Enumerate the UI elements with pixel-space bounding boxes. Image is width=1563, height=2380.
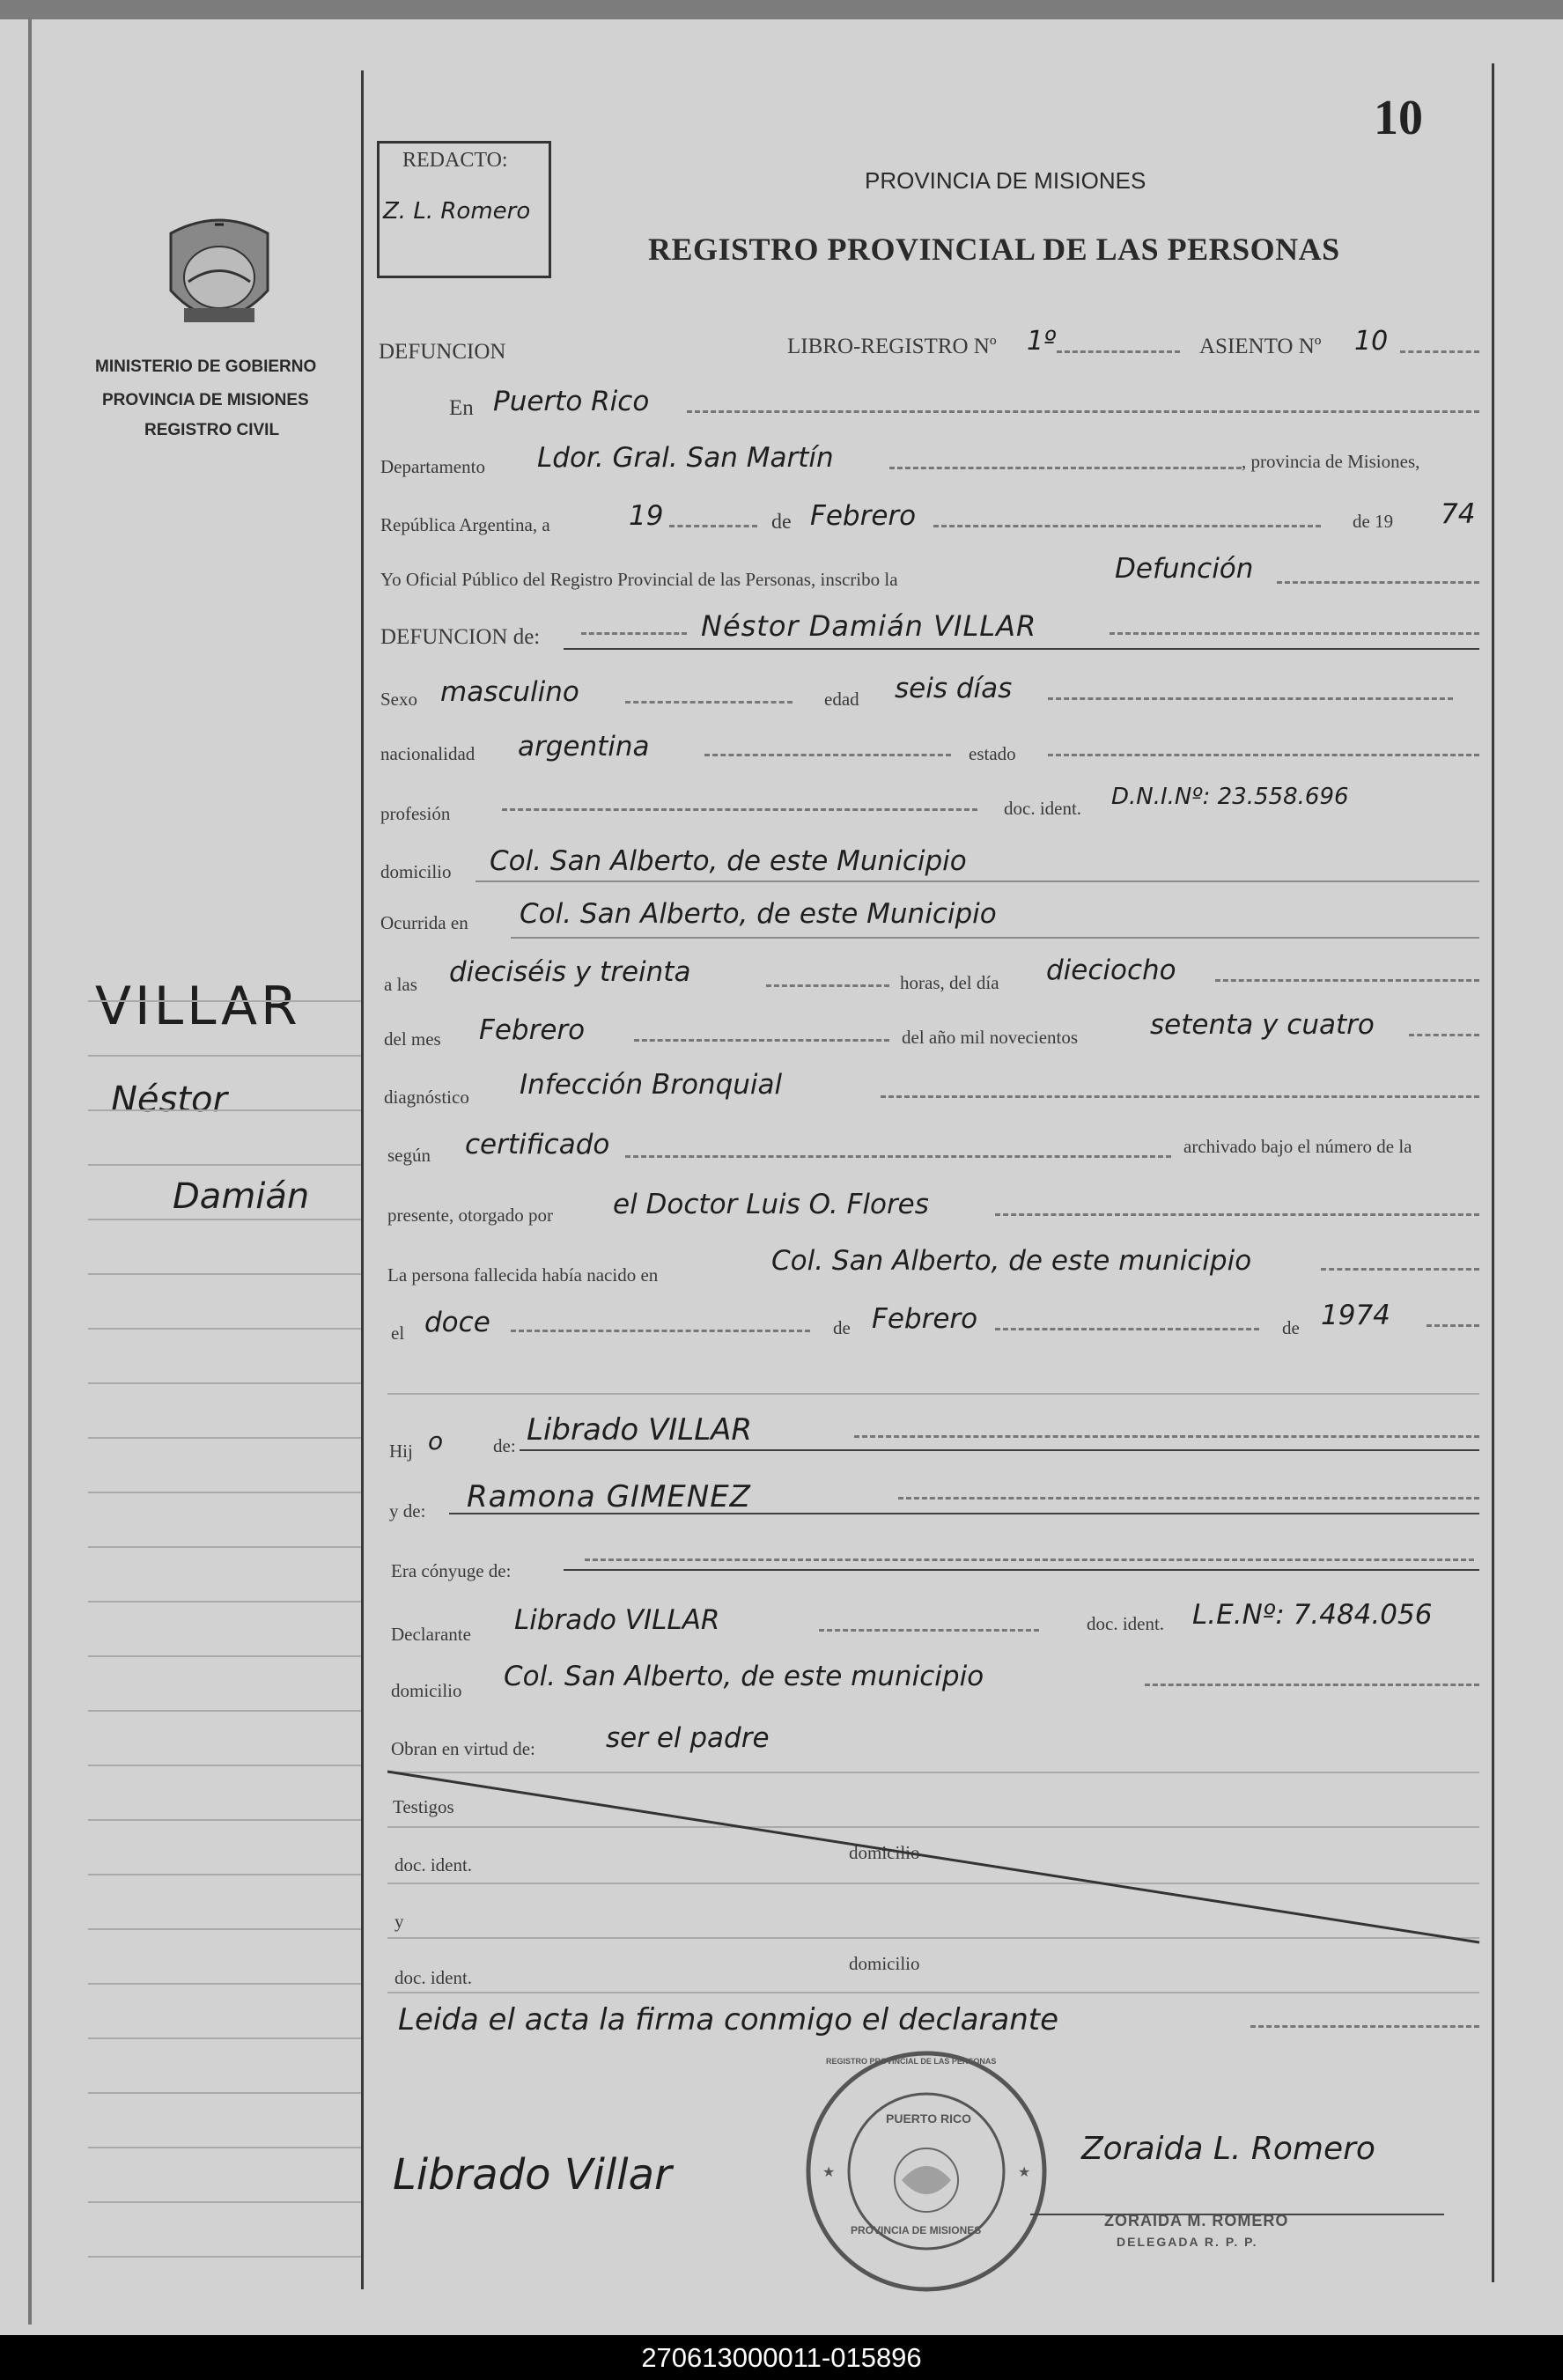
anio-label: de 19 [1353, 511, 1394, 532]
horas-dots [766, 984, 889, 987]
margin-ruled-line [88, 1219, 361, 1220]
estado-dots [1048, 754, 1479, 756]
margin-ruled-line [88, 1655, 361, 1657]
departamento-dots [889, 467, 1242, 469]
conyuge-label: Era cónyuge de: [391, 1560, 512, 1581]
seal-text-ministerio: MINISTERIO DE GOBIERNO [95, 357, 317, 376]
testigo-y-label: y [394, 1911, 404, 1932]
en-value: Puerto Rico [493, 386, 650, 417]
libro-registro-value: 1º [1027, 326, 1057, 357]
ocurrida-rule [511, 937, 1479, 939]
hijo-de-label: de: [493, 1435, 516, 1456]
dia-value: 19 [629, 500, 664, 532]
provincia-text: , provincia de Misiones, [1242, 451, 1420, 472]
decl-domicilio-label: domicilio [391, 1680, 462, 1701]
defuncion-de-label: DEFUNCION de: [380, 625, 541, 649]
anio-texto-value: setenta y cuatro [1150, 1009, 1375, 1041]
nacido-label: La persona fallecida había nacido en [387, 1264, 659, 1286]
madre-rule [449, 1513, 1479, 1514]
nacido-value: Col. San Alberto, de este municipio [771, 1245, 1252, 1277]
margin-ruled-line [88, 1492, 361, 1493]
margin-ruled-line [88, 1601, 361, 1603]
domicilio-rule [476, 881, 1479, 882]
form-left-border [361, 70, 364, 2289]
margin-ruled-line [88, 1874, 361, 1875]
seal-text-registro: REGISTRO CIVIL [144, 421, 280, 439]
departamento-label: Departamento [380, 456, 485, 477]
declarante-value: Librado VILLAR [514, 1604, 720, 1636]
defuncion-de-value: Néstor Damián VILLAR [701, 609, 1037, 643]
form-right-border [1492, 63, 1494, 2282]
segun-label: según [387, 1145, 431, 1166]
asiento-value: 10 [1354, 326, 1389, 357]
margin-ruled-line [88, 1109, 361, 1111]
round-official-stamp [803, 2048, 1050, 2295]
margin-ruled-line [88, 2037, 361, 2039]
svg-text:★: ★ [822, 2163, 836, 2180]
closing-dots [1250, 2025, 1479, 2028]
stamp-inner-bottom: PROVINCIA DE MISIONES [851, 2224, 982, 2236]
margin-ruled-line [88, 1983, 361, 1985]
horas-label: horas, del día [900, 972, 999, 993]
margin-ruled-line [88, 1710, 361, 1712]
closing-text: Leida el acta la firma conmigo el declarante [398, 2002, 1059, 2037]
official-name-stamp: ZORAIDA M. ROMERO [1104, 2212, 1289, 2229]
nac-de-label: de [833, 1317, 851, 1338]
asiento-dots [1400, 350, 1479, 353]
margin-ruled-line [88, 1328, 361, 1330]
madre-value: Ramona GIMENEZ [467, 1479, 751, 1514]
sexo-label: Sexo [380, 689, 417, 710]
nacionalidad-label: nacionalidad [380, 743, 476, 764]
estado-label: estado [969, 743, 1016, 764]
ocurrida-value: Col. San Alberto, de este Municipio [520, 898, 997, 930]
margin-ruled-line [88, 1546, 361, 1548]
archivado-label: archivado bajo el número de la [1183, 1136, 1412, 1157]
redacto-signature: Z. L. Romero [383, 198, 531, 225]
doc-ident-value: D.N.I.Nº: 23.558.696 [1111, 784, 1349, 810]
testigos-cancel-stroke [387, 1770, 1488, 1946]
domicilio-value: Col. San Alberto, de este Municipio [490, 845, 967, 877]
departamento-value: Ldor. Gral. San Martín [537, 442, 834, 474]
testigo1-domicilio-label: domicilio [849, 1842, 920, 1863]
nac-dia-value: doce [424, 1307, 490, 1338]
declarante-dots [819, 1629, 1039, 1632]
libro-dots [1057, 350, 1180, 353]
decl-domicilio-dots [1145, 1684, 1479, 1686]
anio-value: 74 [1441, 498, 1476, 530]
sexo-dots [625, 701, 793, 704]
margin-surname: VILLAR [95, 976, 301, 1037]
seal-text-provincia: PROVINCIA DE MISIONES [102, 391, 309, 409]
y-de-label: y de: [389, 1500, 426, 1522]
nacionalidad-value: argentina [518, 731, 650, 763]
presente-dots [995, 1213, 1479, 1216]
a-las-label: a las [384, 974, 417, 995]
del-mes-label: del mes [384, 1028, 441, 1050]
en-label: En [449, 396, 474, 420]
segun-dots [625, 1155, 1171, 1158]
svg-text:★: ★ [1018, 2163, 1031, 2180]
conyuge-rule [564, 1569, 1479, 1571]
nac-mes-value: Febrero [872, 1303, 978, 1335]
de-label: de [771, 511, 792, 534]
padre-rule [520, 1449, 1479, 1451]
defuncion-label: DEFUNCION [379, 340, 506, 364]
horas-value: dieciséis y treinta [449, 956, 691, 988]
form-ruled-line [387, 1992, 1479, 1993]
margin-ruled-line [88, 2256, 361, 2258]
nac-anio-label: de [1282, 1317, 1300, 1338]
page-top-edge [0, 0, 1563, 19]
image-id-caption: 270613000011-015896 [0, 2335, 1563, 2380]
domicilio-label: domicilio [380, 861, 452, 882]
sexo-value: masculino [440, 676, 579, 708]
decl-doc-label: doc. ident. [1087, 1613, 1165, 1634]
redacto-label: REDACTO: [402, 149, 508, 172]
edad-label: edad [824, 689, 859, 710]
presente-label: presente, otorgado por [387, 1205, 553, 1226]
conyuge-dots [585, 1558, 1474, 1561]
padre-value: Librado VILLAR [527, 1412, 753, 1448]
margin-ruled-line [88, 1928, 361, 1930]
margin-ruled-line [88, 1055, 361, 1057]
margin-ruled-line [88, 1437, 361, 1439]
official-title-stamp: DELEGADA R. P. P. [1117, 2235, 1258, 2249]
margin-ruled-line [88, 1382, 361, 1384]
dia-dots [669, 525, 757, 527]
del-mes-value: Febrero [479, 1014, 586, 1046]
margin-ruled-line [88, 1000, 361, 1002]
declarante-label: Declarante [391, 1624, 471, 1645]
margin-ruled-line [88, 1273, 361, 1275]
margin-ruled-line [88, 1819, 361, 1821]
margin-ruled-line [88, 2147, 361, 2148]
defuncion-de-dots-2 [1110, 632, 1479, 635]
defuncion-de-dots [581, 632, 687, 635]
decl-doc-value: L.E.Nº: 7.484.056 [1192, 1599, 1433, 1631]
inscribo-dots [1277, 581, 1479, 584]
del-anio-label: del año mil novecientos [902, 1027, 1079, 1048]
en-dots [687, 410, 1479, 413]
margin-ruled-line [88, 2092, 361, 2094]
nac-anio-dots [1427, 1324, 1479, 1327]
nac-mes-dots [995, 1328, 1259, 1330]
margin-second-name: Damián [173, 1176, 310, 1217]
dia-texto-dots [1215, 979, 1479, 982]
testigo1-doc-label: doc. ident. [394, 1854, 473, 1875]
segun-value: certificado [465, 1129, 610, 1161]
profesion-label: profesión [380, 803, 451, 824]
republica-label: República Argentina, a [380, 514, 550, 535]
testigo2-doc-label: doc. ident. [394, 1967, 473, 1988]
el-label: el [391, 1323, 405, 1344]
left-page-edge [28, 18, 32, 2325]
page-number: 10 [1374, 91, 1423, 145]
header-registry: REGISTRO PROVINCIAL DE LAS PERSONAS [648, 232, 1340, 267]
nac-anio-value: 1974 [1321, 1300, 1390, 1331]
margin-ruled-line [88, 1164, 361, 1166]
defuncion-de-rule [564, 648, 1479, 650]
mes-dots [933, 525, 1321, 527]
declarant-signature: Librado Villar [393, 2150, 672, 2199]
diagnostico-value: Infección Bronquial [520, 1069, 783, 1101]
hijo-suffix: o [428, 1426, 444, 1455]
anio-texto-dots [1409, 1034, 1479, 1036]
asiento-label: ASIENTO Nº [1199, 335, 1322, 358]
madre-dots [898, 1497, 1479, 1499]
dia-texto-value: dieciocho [1046, 954, 1176, 986]
yo-text: Yo Oficial Público del Registro Provincial de las Personas, inscribo la [380, 569, 898, 590]
libro-registro-label: LIBRO-REGISTRO Nº [787, 335, 997, 358]
diagnostico-dots [881, 1095, 1479, 1098]
presente-value: el Doctor Luis O. Flores [613, 1189, 929, 1220]
nac-dia-dots [511, 1330, 810, 1332]
stamp-inner-top: PUERTO RICO [886, 2111, 971, 2126]
hijo-label: Hij [389, 1441, 413, 1462]
nacionalidad-dots [704, 754, 951, 756]
mes-value: Febrero [810, 500, 917, 532]
ocurrida-label: Ocurrida en [380, 912, 468, 933]
testigo2-domicilio-label: domicilio [849, 1953, 920, 1974]
stamp-outer-text: REGISTRO PROVINCIAL DE LAS PERSONAS [826, 2057, 997, 2066]
inscribo-value: Defunción [1115, 553, 1254, 585]
testigos-label: Testigos [393, 1796, 454, 1817]
obran-label: Obran en virtud de: [391, 1738, 535, 1759]
official-signature: Zoraida L. Romero [1081, 2131, 1375, 2167]
padre-dots [854, 1435, 1479, 1438]
edad-value: seis días [895, 673, 1013, 704]
doc-ident-label: doc. ident. [1004, 798, 1082, 819]
coat-of-arms-emblem [162, 211, 276, 339]
margin-ruled-line [88, 2201, 361, 2203]
form-ruled-line [387, 1393, 1479, 1395]
header-province: PROVINCIA DE MISIONES [865, 167, 1146, 194]
del-mes-dots [634, 1039, 889, 1042]
redacto-box [377, 141, 551, 278]
nacido-dots [1321, 1268, 1479, 1271]
decl-domicilio-value: Col. San Alberto, de este municipio [504, 1661, 984, 1692]
diagnostico-label: diagnóstico [384, 1087, 469, 1108]
profesion-dots [502, 808, 977, 811]
edad-dots [1048, 697, 1453, 700]
obran-value: ser el padre [606, 1722, 770, 1754]
margin-ruled-line [88, 1765, 361, 1766]
margin-first-name: Néstor [111, 1079, 227, 1120]
